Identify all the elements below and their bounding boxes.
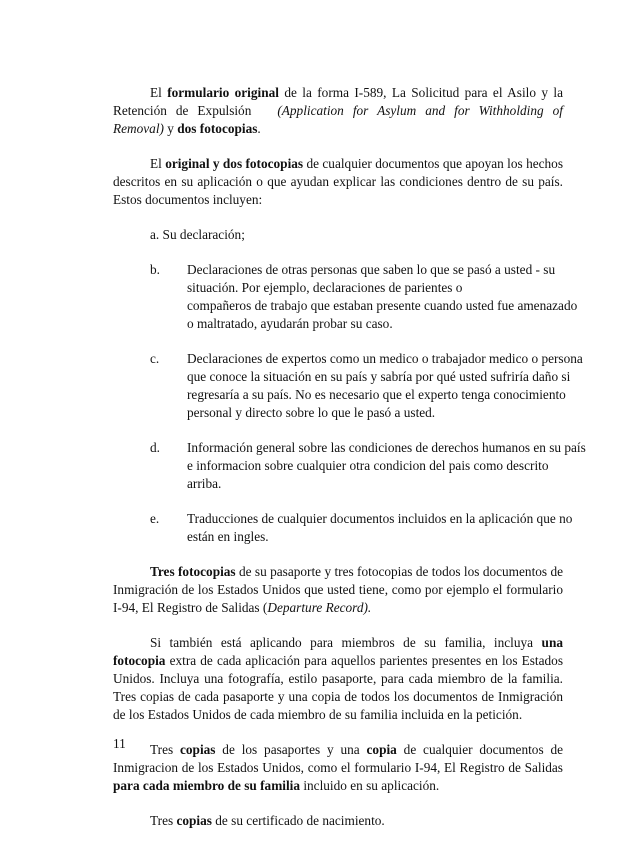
text-run: de cualquier documentos que apoyan los hechos descritos en su aplicación o que ayudan explicar las condiciones dentro de su país. Estos documentos incluyen:: [113, 156, 563, 207]
list-item-text: [187, 439, 586, 493]
text-run: El: [150, 85, 168, 100]
text-run: de su certificado de nacimiento.: [211, 813, 385, 828]
text-line: e informacion sobre cualquier otra condicion del pais como descrito: [187, 458, 549, 473]
bold-original-and-copies: original y dos fotocopias: [165, 156, 304, 171]
italic-departure-record: Departure Record).: [267, 600, 372, 615]
text-line: personal y directo sobre lo que le pasó a usted.: [187, 405, 436, 420]
bold-one-copy: una fotocopia: [113, 635, 563, 668]
text-run: de la forma I-589, La Solicitud para el Asilo y la Retención de Expulsión: [113, 85, 563, 118]
bold-copies: copias: [180, 742, 216, 757]
list-marker: b.: [150, 262, 160, 277]
text-line: compañeros de trabajo que estaban presente cuando usted fue amenazado: [187, 298, 578, 313]
bold-three-copies: Tres fotocopias: [150, 564, 236, 579]
paragraph-passport-family: [113, 741, 563, 795]
list-marker: e.: [150, 511, 160, 526]
paragraph-supporting-docs: [113, 155, 563, 209]
text-line: que conoce la situación en su país y sabría por qué usted sufriría daño si: [187, 369, 571, 384]
italic-english-title: (Application for Asylum and for Withholding of Removal): [113, 103, 563, 136]
bold-original-form: formulario original: [167, 85, 279, 100]
paragraph-passport-copies: [113, 563, 563, 617]
text-run: de su pasaporte y tres fotocopias de todos los documentos de Inmigración de los Estados Unidos que usted tiene, como por ejemplo el formulario I-94, El Registro de Salidas (: [113, 564, 564, 615]
list-item-text: [187, 350, 583, 422]
list-item-b: [150, 261, 578, 333]
paragraph-family-members: [113, 634, 563, 724]
document-body: [113, 84, 586, 847]
list-item-e: [150, 510, 573, 546]
text-line: Declaraciones de expertos como un medico o trabajador medico o persona: [187, 351, 583, 366]
text-run: de los pasaportes y una: [215, 742, 367, 757]
page-number: 11: [113, 736, 126, 751]
text-line: están en ingles.: [187, 529, 269, 544]
bold-each-family-member: para cada miembro de su familia: [113, 778, 301, 793]
text-line: Declaraciones de otras personas que saben lo que se pasó a usted - su: [187, 262, 556, 277]
text-line: arriba.: [187, 476, 222, 491]
text-line: Información general sobre las condiciones de derechos humanos en su país: [187, 440, 586, 455]
text-run: y: [163, 121, 178, 136]
list-item-text: [187, 261, 577, 333]
paragraph-birth-certificate: [113, 812, 563, 830]
list-item-a: a. Su declaración;: [150, 227, 245, 242]
list-marker: d.: [150, 440, 160, 455]
text-run: Tres: [150, 742, 180, 757]
paragraph-form-i589: [113, 84, 563, 138]
text-run: Tres: [150, 813, 177, 828]
text-run: .: [257, 121, 261, 136]
list-item-d: [150, 439, 586, 493]
text-run: El: [150, 156, 166, 171]
text-line: Traducciones de cualquier documentos incluidos en la aplicación que no: [187, 511, 573, 526]
list-marker: c.: [150, 351, 160, 366]
text-run: de cualquier documentos de Inmigracion de los Estados Unidos, como el formulario I-94, El Registro de Salidas: [113, 742, 564, 775]
text-line: o maltratado, ayudarán probar su caso.: [187, 316, 393, 331]
bold-copy: copia: [366, 742, 397, 757]
text-line: situación. Por ejemplo, declaraciones de parientes o: [187, 280, 463, 295]
list-item-text: [187, 510, 572, 546]
text-line: regresaría a su país. No es necesario que el experto tenga conocimiento: [187, 387, 566, 402]
text-run: extra de cada aplicación para aquellos parientes presentes en los Estados Unidos. Incluya una fotografía, estilo pasaporte, para cada miembro de la familia. Tres copias de cada pasaporte y una copia de todos los documentos de Inmigración de los Estados Unidos de cada miembro de su familia incluida en la petición.: [113, 653, 563, 722]
bold-two-copies: dos fotocopias: [177, 121, 258, 136]
text-run: incluido en su aplicación.: [300, 778, 440, 793]
text-run: Si también está aplicando para miembros de su familia, incluya: [150, 635, 542, 650]
list-item-c: [150, 350, 583, 422]
bold-copies: copias: [176, 813, 212, 828]
